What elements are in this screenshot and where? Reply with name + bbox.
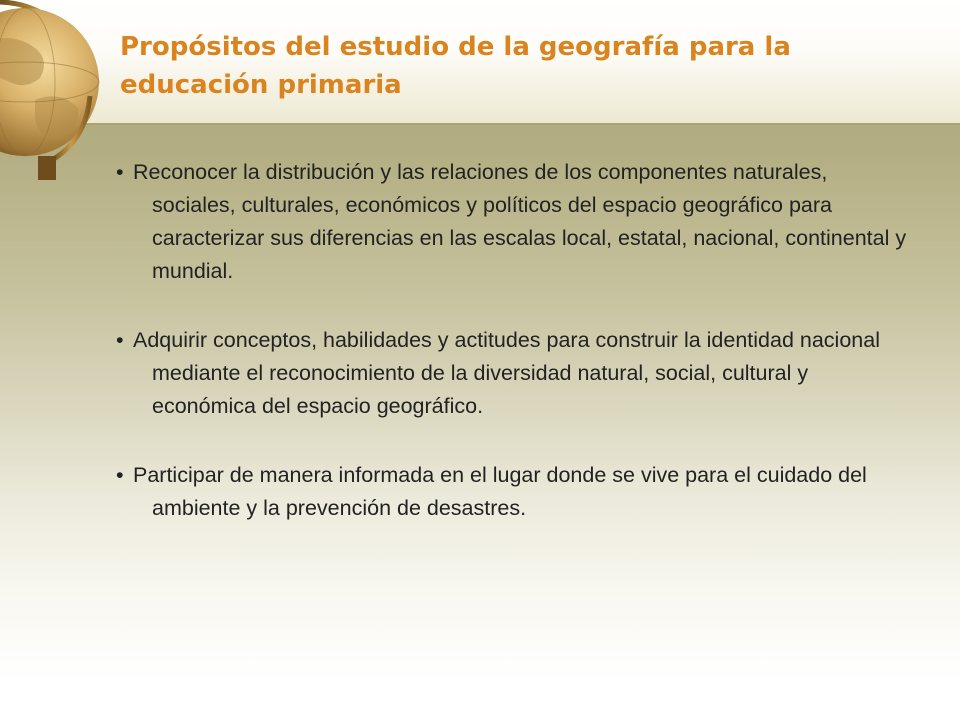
bullet-icon: • [116,463,124,487]
bullet-icon: • [116,160,124,184]
page-title: Propósitos del estudio de la geografía para la educación primaria [120,32,791,100]
bullet-text: Adquirir conceptos, habilidades y actitudes para construir la identidad nacional mediante el reconocimiento de la diversidad natural, social, cultural y económica del espacio geográfico. [133,328,880,418]
bullet-icon: • [116,328,124,352]
bullet-list [116,156,916,561]
globe-icon [0,0,120,180]
title-divider [0,123,960,125]
list-item [116,459,916,525]
list-item [116,156,916,288]
list-item [116,324,916,423]
bullet-text: Participar de manera informada en el lugar donde se vive para el cuidado del ambiente y la prevención de desastres. [133,463,867,520]
bullet-text: Reconocer la distribución y las relaciones de los componentes naturales, sociales, culturales, económicos y políticos del espacio geográfico para caracterizar sus diferencias en las escalas local, estatal, nacional, continental y mundial. [133,160,907,283]
